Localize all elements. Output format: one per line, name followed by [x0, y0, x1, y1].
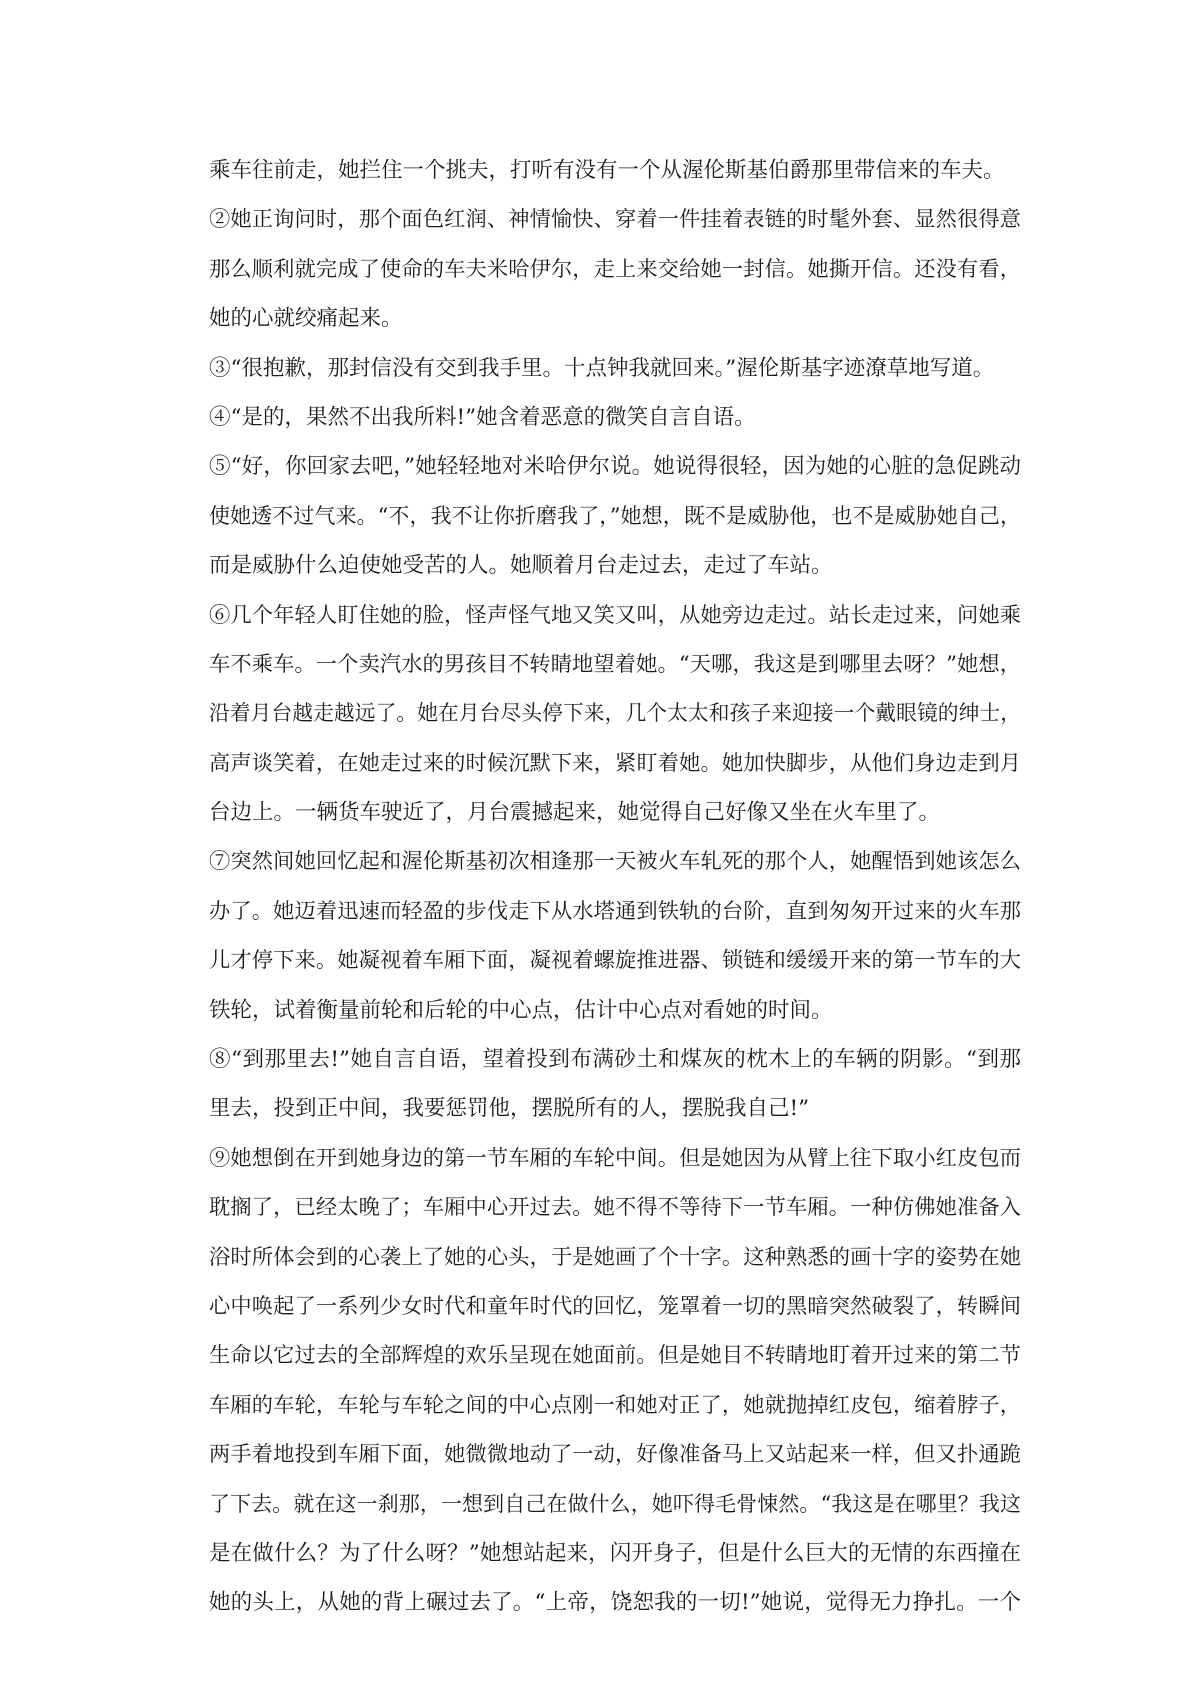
text-line: ③“很抱歉，那封信没有交到我手里。十点钟我就回来。”渥伦斯基字迹潦草地写道。: [209, 355, 995, 381]
text-line: 沿着月台越走越远了。她在月台尽头停下来，几个太太和孩子来迎接一个戴眼镜的绅士，: [209, 701, 1021, 726]
text-line: 是在做什么？为了什么呀？”她想站起来，闪开身子，但是什么巨大的无情的东西撞在: [209, 1540, 1021, 1566]
text-line: 生命以它过去的全部辉煌的欢乐呈现在她面前。但是她目不转睛地盯着开过来的第二节: [209, 1343, 1021, 1369]
text-line: 办了。她迈着迅速而轻盈的步伐走下从水塔通到铁轨的台阶，直到匆匆开过来的火车那: [209, 898, 1021, 924]
text-line: 车厢的车轮，车轮与车轮之间的中心点刚一和她对正了，她就抛掉红皮包，缩着脖子，: [209, 1392, 1021, 1418]
text-line: 乘车往前走，她拦住一个挑夫，打听有没有一个从渥伦斯基伯爵那里带信来的车夫。: [209, 158, 1005, 183]
text-line: ⑧“到那里去!”她自言自语，望着投到布满砂土和煤灰的枕木上的车辆的阴影。“到那: [209, 1047, 1021, 1073]
text-line: ②她正询问时，那个面色红润、神情愉快、穿着一件挂着表链的时髦外套、显然很得意: [209, 207, 1021, 233]
text-line: ⑦突然间她回忆起和渥伦斯基初次相逢那一天被火车轧死的那个人，她醒悟到她该怎么: [209, 849, 1021, 875]
text-line: 台边上。一辆货车驶近了，月台震撼起来，她觉得自己好像又坐在火车里了。: [209, 800, 941, 826]
text-line: ④“是的，果然不出我所料!”她含着恶意的微笑自言自语。: [209, 404, 756, 430]
text-line: 那么顺利就完成了使命的车夫米哈伊尔，走上来交给她一封信。她撕开信。还没有看，: [209, 256, 1021, 282]
text-line: 她的心就绞痛起来。: [209, 306, 403, 332]
text-line: 浴时所体会到的心袭上了她的心头，于是她画了个十字。这种熟悉的画十字的姿势在她: [209, 1244, 1021, 1270]
text-line: ⑤“好，你回家去吧，”她轻轻地对米哈伊尔说。她说得很轻，因为她的心脏的急促跳动: [209, 454, 1021, 480]
text-line: 她的头上，从她的背上碾过去了。“上帝，饶恕我的一切!”她说，觉得无力挣扎。一个: [209, 1590, 1021, 1616]
text-line: 而是威胁什么迫使她受苦的人。她顺着月台走过去，走过了车站。: [209, 553, 833, 579]
text-line: 耽搁了，已经太晚了；车厢中心开过去。她不得不等待下一节车厢。一种仿佛她准备入: [209, 1195, 1021, 1221]
text-line: 儿才停下来。她凝视着车厢下面，凝视着螺旋推进器、锁链和缓缓开来的第一节车的大: [209, 948, 1021, 974]
text-line: 高声谈笑着，在她走过来的时候沉默下来，紧盯着她。她加快脚步，从他们身边走到月: [209, 750, 1021, 776]
text-line: 铁轮，试着衡量前轮和后轮的中心点，估计中心点对看她的时间。: [209, 997, 833, 1023]
text-line: ⑥几个年轻人盯住她的脸，怪声怪气地又笑又叫，从她旁边走过。站长走过来，问她乘: [209, 602, 1021, 628]
text-line: 里去，投到正中间，我要惩罚他，摆脱所有的人，摆脱我自己!”: [209, 1096, 810, 1122]
text-line: 心中唤起了一系列少女时代和童年时代的回忆，笼罩着一切的黑暗突然破裂了，转瞬间: [209, 1293, 1021, 1319]
document-body: [209, 146, 1021, 1628]
text-line: 车不乘车。一个卖汽水的男孩目不转睛地望着她。“天哪，我这是到哪里去呀？”她想，: [209, 651, 1021, 677]
text-line: 两手着地投到车厢下面，她微微地动了一动，好像准备马上又站起来一样，但又扑通跪: [209, 1442, 1021, 1468]
text-line: 了下去。就在这一刹那，一想到自己在做什么，她吓得毛骨悚然。“我这是在哪里？我这: [209, 1491, 1021, 1516]
text-line: ⑨她想倒在开到她身边的第一节车厢的车轮中间。但是她因为从臂上往下取小红皮包而: [209, 1145, 1021, 1171]
text-line: 使她透不过气来。“不，我不让你折磨我了，”她想，既不是威胁他，也不是威胁她自己，: [209, 503, 1021, 528]
